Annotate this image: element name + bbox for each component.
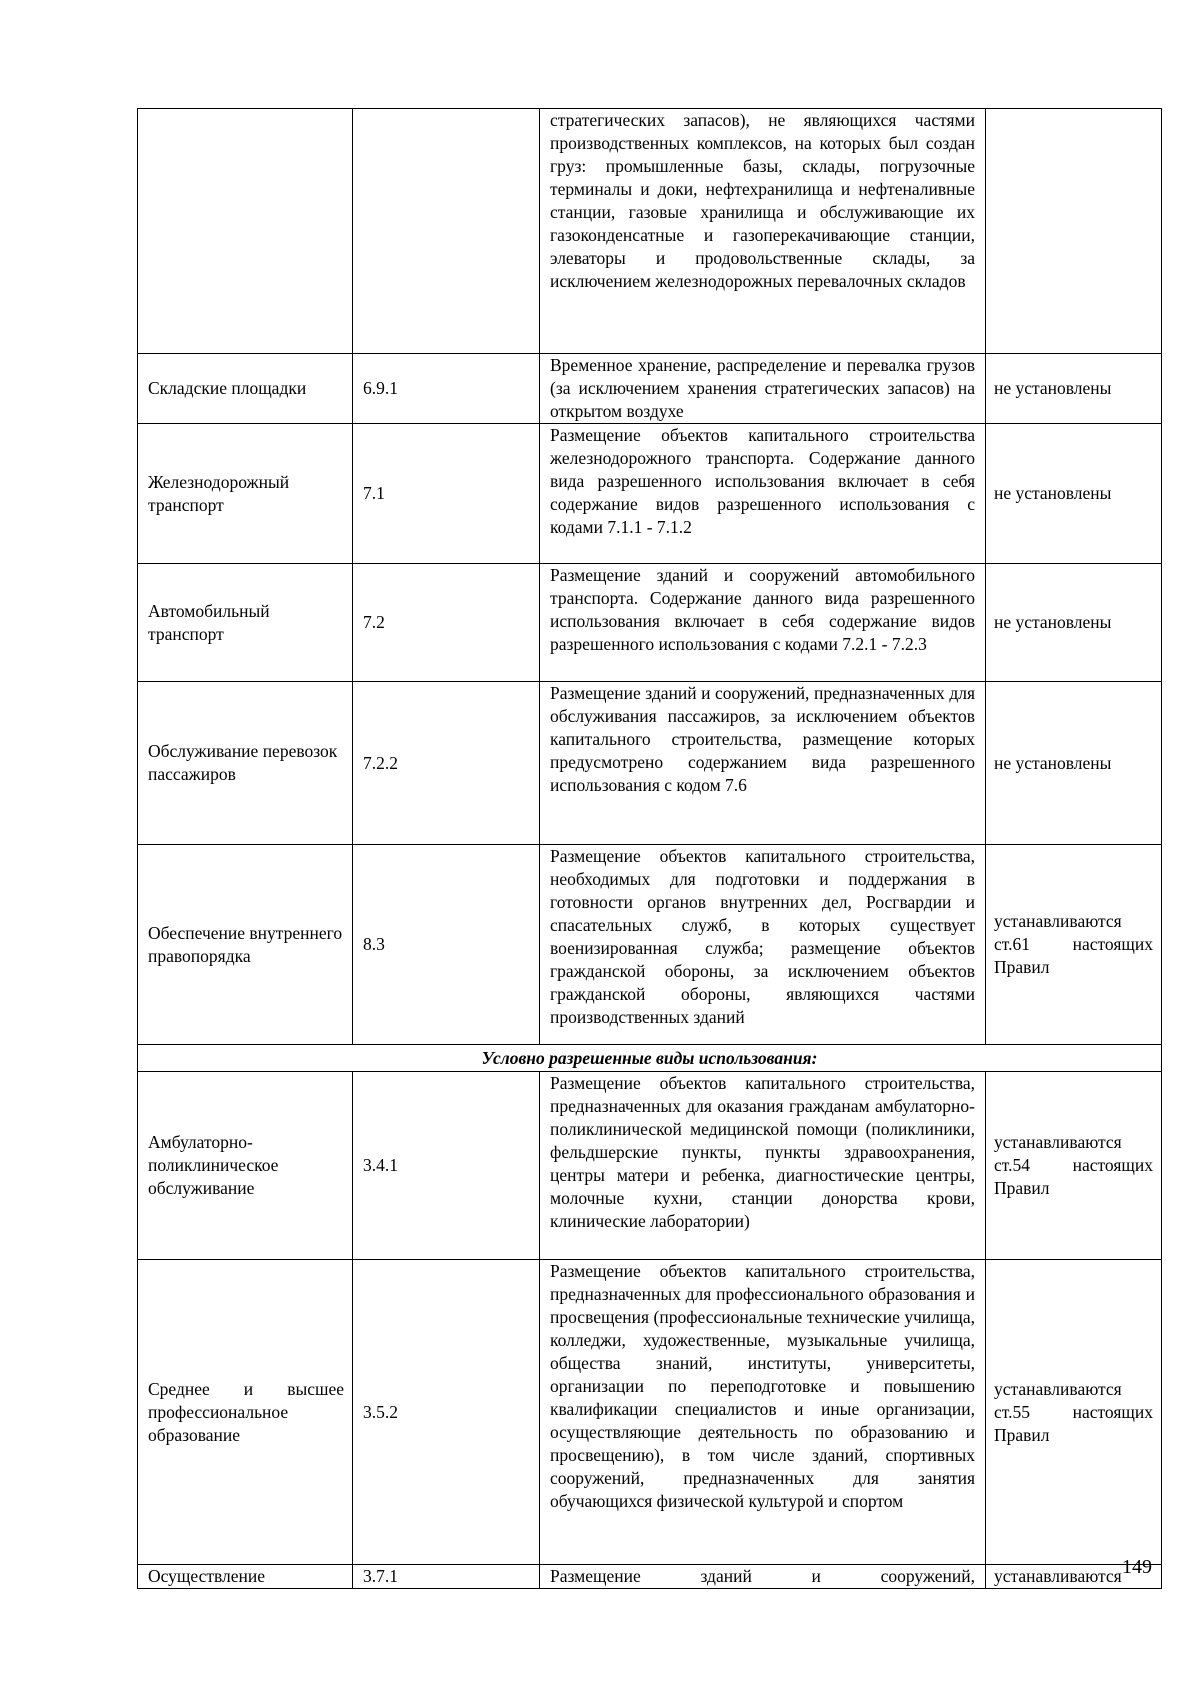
use-code-cell: 8.3 bbox=[353, 845, 540, 1045]
table-row bbox=[138, 109, 1162, 354]
use-description-cell: Размещение зданий и сооружений, предназначенных для обслуживания пассажиров, за исключением объектов капитального строительства, размещение которых предусмотрено содержанием вида разрешенного использования с кодом 7.6 bbox=[540, 682, 986, 845]
use-limits-cell: устанавливаются ст.61 настоящих Правил bbox=[986, 845, 1162, 1045]
use-name-cell: Осуществление bbox=[138, 1565, 353, 1589]
use-name-cell: Амбулаторно-поликлиническое обслуживание bbox=[138, 1072, 353, 1260]
use-name-cell: Автомобильный транспорт bbox=[138, 564, 353, 682]
section-title: Условно разрешенные виды использования: bbox=[138, 1045, 1162, 1072]
use-limits-cell: не установлены bbox=[986, 682, 1162, 845]
use-code-cell bbox=[353, 109, 540, 354]
use-code-cell: 3.4.1 bbox=[353, 1072, 540, 1260]
use-limits-cell: устанавливаются ст.55 настоящих Правил bbox=[986, 1260, 1162, 1565]
section-header-row bbox=[138, 1045, 1162, 1072]
table-row bbox=[138, 1260, 1162, 1565]
use-limits-cell: не установлены bbox=[986, 354, 1162, 424]
use-description-cell: Временное хранение, распределение и перевалка грузов (за исключением хранения стратегических запасов) на открытом воздухе bbox=[540, 354, 986, 424]
use-code-cell: 7.1 bbox=[353, 424, 540, 564]
table-row bbox=[138, 424, 1162, 564]
use-description-cell: Размещение объектов капитального строительства, предназначенных для оказания гражданам амбулаторно-поликлинической медицинской помощи (поликлиники, фельдшерские пункты, пункты здравоохранения, центры матери и ребенка, диагностические центры, молочные кухни, станции донорства крови, клинические лаборатории) bbox=[540, 1072, 986, 1260]
use-limits-cell: устанавливаются ст.54 настоящих Правил bbox=[986, 1072, 1162, 1260]
use-code-cell: 7.2.2 bbox=[353, 682, 540, 845]
use-code-cell: 3.5.2 bbox=[353, 1260, 540, 1565]
use-code-cell: 7.2 bbox=[353, 564, 540, 682]
use-description-cell: Размещение объектов капитального строительства, предназначенных для профессионального образования и просвещения (профессиональные технические училища, колледжи, художественные, музыкальные училища, общества знаний, институты, университеты, организации по переподготовке и повышению квалификации специалистов и иные организации, осуществляющие деятельность по образованию и просвещению), в том числе зданий, спортивных сооружений, предназначенных для занятия обучающихся физической культурой и спортом bbox=[540, 1260, 986, 1565]
use-description-cell: Размещение объектов капитального строительства, необходимых для подготовки и поддержания в готовности органов внутренних дел, Росгвардии и спасательных служб, в которых существует военизированная служба; размещение объектов гражданской обороны, за исключением объектов гражданской обороны, являющихся частями производственных зданий bbox=[540, 845, 986, 1045]
use-name-cell bbox=[138, 109, 353, 354]
table-row bbox=[138, 354, 1162, 424]
use-description-cell: Размещение объектов капитального строительства железнодорожного транспорта. Содержание данного вида разрешенного использования включает в себя содержание видов разрешенного использования с кодами 7.1.1 - 7.1.2 bbox=[540, 424, 986, 564]
use-description-cell: стратегических запасов), не являющихся частями производственных комплексов, на которых был создан груз: промышленные базы, склады, погрузочные терминалы и доки, нефтехранилища и нефтеналивные станции, газовые хранилища и обслуживающие их газоконденсатные и газоперекачивающие станции, элеваторы и продовольственные склады, за исключением железнодорожных перевалочных складов bbox=[540, 109, 986, 354]
table-row bbox=[138, 682, 1162, 845]
page-number: 149 bbox=[1122, 1556, 1152, 1578]
use-limits-cell: не установлены bbox=[986, 564, 1162, 682]
use-name-cell: Обслуживание перевозок пассажиров bbox=[138, 682, 353, 845]
table-row bbox=[138, 1565, 1162, 1589]
use-code-cell: 3.7.1 bbox=[353, 1565, 540, 1589]
use-limits-cell bbox=[986, 109, 1162, 354]
table-row bbox=[138, 1072, 1162, 1260]
land-use-table bbox=[137, 108, 1162, 1589]
use-name-cell: Среднее и высшее профессиональное образование bbox=[138, 1260, 353, 1565]
use-limits-cell: не установлены bbox=[986, 424, 1162, 564]
use-name-cell: Складские площадки bbox=[138, 354, 353, 424]
use-code-cell: 6.9.1 bbox=[353, 354, 540, 424]
table-row bbox=[138, 845, 1162, 1045]
use-description-cell: Размещение зданий и сооружений, bbox=[540, 1565, 986, 1589]
use-limits-cell: устанавливаются bbox=[986, 1565, 1162, 1589]
use-name-cell: Железнодорожный транспорт bbox=[138, 424, 353, 564]
table-row bbox=[138, 564, 1162, 682]
use-description-cell: Размещение зданий и сооружений автомобильного транспорта. Содержание данного вида разрешенного использования включает в себя содержание видов разрешенного использования с кодами 7.2.1 - 7.2.3 bbox=[540, 564, 986, 682]
use-name-cell: Обеспечение внутреннего правопорядка bbox=[138, 845, 353, 1045]
